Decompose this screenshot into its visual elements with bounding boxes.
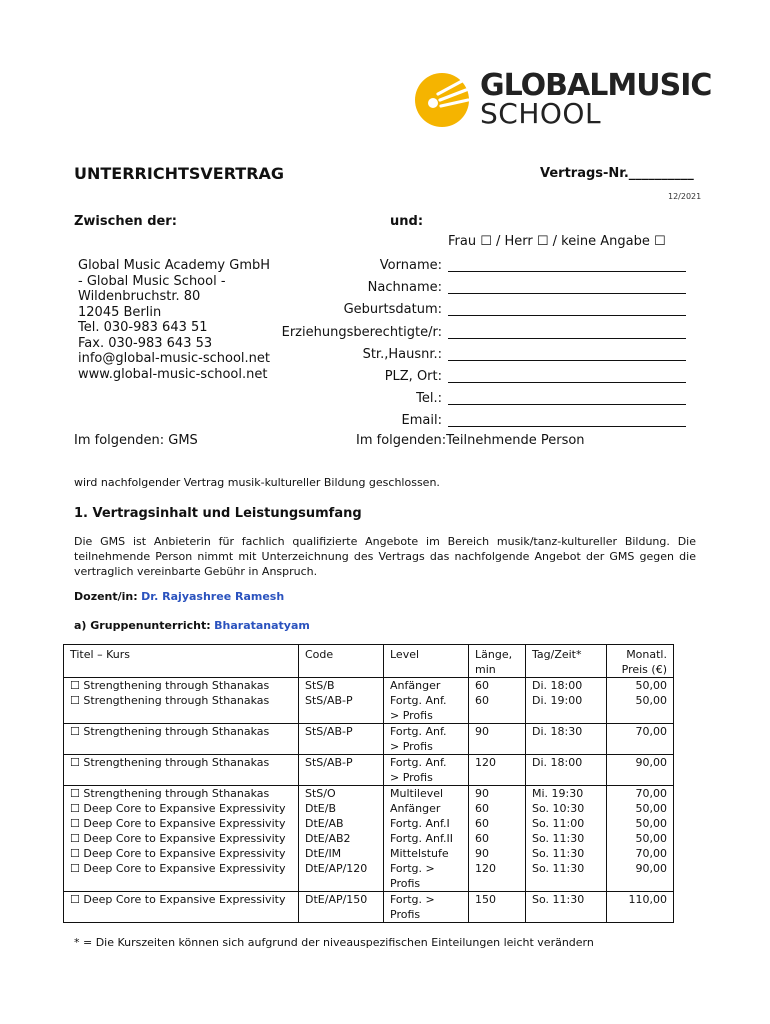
course-length-cell: [469, 755, 526, 786]
cell-line: StS/AB-P: [305, 756, 353, 769]
cell-line: DtE/B: [305, 802, 336, 815]
cell-line: So. 11:30: [532, 893, 585, 906]
table-row: [64, 678, 674, 724]
global-music-school-logo: [414, 68, 712, 132]
field-blank[interactable]: [448, 293, 686, 294]
course-price-cell: [607, 724, 674, 755]
email-field[interactable]: [250, 413, 690, 433]
header-text: Länge,: [475, 648, 513, 661]
course-checkbox-item[interactable]: ☐ Deep Core to Expansive Expressivity: [70, 847, 286, 860]
course-title-cell[interactable]: [64, 755, 299, 786]
cell-line: 50,00: [635, 679, 667, 692]
cell-line: DtE/IM: [305, 847, 342, 860]
course-day-cell: [526, 724, 607, 755]
street-field[interactable]: [250, 347, 690, 367]
course-checkbox-item[interactable]: ☐ Strengthening through Sthanakas: [70, 694, 270, 707]
course-length-cell: [469, 786, 526, 892]
course-checkbox-item[interactable]: ☐ Strengthening through Sthanakas: [70, 787, 270, 800]
col-header-code: Code: [299, 645, 384, 678]
cell-line: > Profis: [390, 709, 433, 722]
course-price-cell: [607, 892, 674, 923]
cell-line: 120: [475, 862, 496, 875]
cell-line: So. 11:30: [532, 832, 585, 845]
course-code-cell: [299, 678, 384, 724]
col-header-day: Tag/Zeit*: [526, 645, 607, 678]
course-level-cell: [384, 724, 469, 755]
cell-line: 90: [475, 787, 489, 800]
form-version: 12/2021: [668, 192, 702, 201]
cell-line: > Profis: [390, 740, 433, 753]
field-blank[interactable]: [448, 271, 686, 272]
first-name-field[interactable]: [250, 258, 690, 278]
guardian-field[interactable]: [250, 325, 690, 345]
cell-line: 90: [475, 847, 489, 860]
cell-line: Multilevel: [390, 787, 444, 800]
course-checkbox-item[interactable]: ☐ Strengthening through Sthanakas: [70, 756, 270, 769]
cell-line: So. 11:30: [532, 847, 585, 860]
cell-line: 60: [475, 694, 489, 707]
field-blank[interactable]: [448, 382, 686, 383]
course-day-cell: [526, 755, 607, 786]
course-level-cell: [384, 892, 469, 923]
cell-line: Di. 19:00: [532, 694, 583, 707]
person-short-name: Im folgenden:Teilnehmende Person: [356, 433, 585, 448]
cell-line: 70,00: [635, 847, 667, 860]
footnote: * = Die Kurszeiten können sich aufgrund der niveauspezifischen Einteilungen leicht verändern: [74, 936, 594, 949]
contract-number-label: Vertrags-Nr.__________: [540, 166, 694, 181]
address-line: www.global-music-school.net: [78, 366, 268, 382]
cell-line: Fortg. Anf.II: [390, 832, 454, 845]
cell-line: 90,00: [635, 756, 667, 769]
cell-line: Anfänger: [390, 802, 441, 815]
cell-line: Fortg. Anf.: [390, 756, 447, 769]
group-line: [74, 619, 310, 632]
field-label: Erziehungsberechtigte/r:: [281, 325, 442, 340]
teacher-name: Dr. Rajyashree Ramesh: [141, 590, 285, 603]
field-label: Email:: [401, 413, 442, 428]
course-day-cell: [526, 892, 607, 923]
between-label: Zwischen der:: [74, 214, 177, 229]
cell-line: 150: [475, 893, 496, 906]
address-line: Global Music Academy GmbH: [78, 258, 271, 273]
course-day-cell: [526, 786, 607, 892]
cell-line: 60: [475, 802, 489, 815]
field-label: Geburtsdatum:: [343, 302, 442, 317]
cell-line: Di. 18:30: [532, 725, 583, 738]
col-header-level: Level: [384, 645, 469, 678]
group-label: a) Gruppenunterricht:: [74, 619, 211, 632]
cell-line: Fortg. >: [390, 862, 435, 875]
cell-line: So. 11:00: [532, 817, 585, 830]
cell-line: > Profis: [390, 771, 433, 784]
course-length-cell: [469, 678, 526, 724]
field-label: Vorname:: [379, 258, 442, 273]
field-label: Tel.:: [416, 391, 442, 406]
cell-line: 120: [475, 756, 496, 769]
gms-address: [78, 258, 270, 382]
cell-line: 70,00: [635, 787, 667, 800]
cell-line: Fortg. >: [390, 893, 435, 906]
cell-line: Di. 18:00: [532, 756, 583, 769]
cell-line: 50,00: [635, 802, 667, 815]
cell-line: DtE/AB: [305, 817, 344, 830]
address-line: Tel. 030-983 643 51: [78, 320, 208, 335]
course-price-cell: [607, 755, 674, 786]
cell-line: Anfänger: [390, 679, 441, 692]
course-table: [63, 644, 674, 923]
course-level-cell: [384, 786, 469, 892]
table-row: [64, 786, 674, 892]
course-title-cell[interactable]: [64, 724, 299, 755]
cell-line: 50,00: [635, 832, 667, 845]
course-checkbox-item[interactable]: ☐ Deep Core to Expansive Expressivity: [70, 862, 286, 875]
logo-mark-icon: [414, 72, 470, 128]
birthdate-field[interactable]: [250, 302, 690, 322]
field-blank[interactable]: [448, 426, 686, 427]
cell-line: Mi. 19:30: [532, 787, 584, 800]
cell-line: Fortg. Anf.: [390, 694, 447, 707]
field-blank[interactable]: [448, 360, 686, 361]
cell-line: StS/AB-P: [305, 725, 353, 738]
field-label: Str.,Hausnr.:: [362, 347, 442, 362]
course-title-cell[interactable]: [64, 678, 299, 724]
cell-line: So. 10:30: [532, 802, 585, 815]
course-code-cell: [299, 892, 384, 923]
address-line: Wildenbruchstr. 80: [78, 289, 201, 304]
cell-line: 70,00: [635, 725, 667, 738]
cell-line: 50,00: [635, 817, 667, 830]
logo-text-line2: SCHOOL: [480, 97, 602, 130]
course-length-cell: [469, 892, 526, 923]
teacher-line: [74, 590, 284, 603]
course-checkbox-item[interactable]: ☐ Strengthening through Sthanakas: [70, 725, 270, 738]
header-text: Preis (€): [621, 663, 667, 676]
cell-line: 110,00: [628, 893, 667, 906]
and-label: und:: [390, 214, 424, 229]
course-checkbox-item[interactable]: ☐ Strengthening through Sthanakas: [70, 679, 270, 692]
cell-line: DtE/AP/150: [305, 893, 368, 906]
address-line: Fax. 030-983 643 53: [78, 335, 213, 351]
cell-line: 60: [475, 832, 489, 845]
cell-line: So. 11:30: [532, 862, 585, 875]
cell-line: 90,00: [635, 862, 667, 875]
course-length-cell: [469, 724, 526, 755]
course-code-cell: [299, 755, 384, 786]
field-blank[interactable]: [448, 338, 686, 339]
cell-line: Mittelstufe: [390, 847, 449, 860]
table-header-row: [64, 645, 674, 678]
course-checkbox-item[interactable]: ☐ Deep Core to Expansive Expressivity: [70, 893, 286, 906]
gms-short-name: Im folgenden: GMS: [74, 433, 198, 448]
cell-line: 60: [475, 679, 489, 692]
course-code-cell: [299, 786, 384, 892]
cell-line: StS/AB-P: [305, 694, 353, 707]
header-text: min: [475, 663, 496, 676]
section-paragraph: Die GMS ist Anbieterin für fachlich qualifizierte Angebote im Bereich musik/tanz-kultureller Bildung. Die teilnehmende Person nimmt mit Unterzeichnung des Vertrags das nachfolgende Angebot der GMS gegen die vertraglich vereinbarte Gebühr in Anspruch.: [74, 535, 696, 578]
course-code-cell: [299, 724, 384, 755]
last-name-field[interactable]: [250, 280, 690, 300]
col-header-length: [469, 645, 526, 678]
postcode-city-field[interactable]: [250, 369, 690, 389]
cell-line: StS/O: [305, 787, 336, 800]
phone-field[interactable]: [250, 391, 690, 411]
document-title: UNTERRICHTSVERTRAG: [74, 164, 285, 183]
cell-line: 50,00: [635, 694, 667, 707]
group-name: Bharatanatyam: [214, 619, 310, 632]
cell-line: 90: [475, 725, 489, 738]
table-row: [64, 892, 674, 923]
cell-line: Profis: [390, 877, 421, 890]
course-checkbox-item[interactable]: ☐ Deep Core to Expansive Expressivity: [70, 832, 286, 845]
field-label: PLZ, Ort:: [384, 369, 442, 384]
address-line: info@global-music-school.net: [78, 351, 270, 366]
course-title-cell[interactable]: [64, 892, 299, 923]
address-line: - Global Music School -: [78, 273, 226, 289]
course-title-cell[interactable]: [64, 786, 299, 892]
section-title: 1. Vertragsinhalt und Leistungsumfang: [74, 506, 362, 521]
col-header-title: Titel – Kurs: [64, 645, 299, 678]
header-text: Monatl.: [626, 648, 667, 661]
teacher-label: Dozent/in:: [74, 590, 138, 603]
course-price-cell: [607, 786, 674, 892]
cell-line: DtE/AP/120: [305, 862, 368, 875]
table-row: [64, 755, 674, 786]
field-blank[interactable]: [448, 315, 686, 316]
course-checkbox-item[interactable]: ☐ Deep Core to Expansive Expressivity: [70, 817, 286, 830]
cell-line: StS/B: [305, 679, 335, 692]
table-row: [64, 724, 674, 755]
cell-line: DtE/AB2: [305, 832, 351, 845]
cell-line: Profis: [390, 908, 421, 921]
field-label: Nachname:: [367, 280, 442, 295]
course-day-cell: [526, 678, 607, 724]
course-price-cell: [607, 678, 674, 724]
course-checkbox-item[interactable]: ☐ Deep Core to Expansive Expressivity: [70, 802, 286, 815]
cell-line: Di. 18:00: [532, 679, 583, 692]
gender-checkboxes[interactable]: Frau ☐ / Herr ☐ / keine Angabe ☐: [448, 234, 666, 249]
cell-line: Fortg. Anf.: [390, 725, 447, 738]
field-blank[interactable]: [448, 404, 686, 405]
course-level-cell: [384, 755, 469, 786]
cell-line: Fortg. Anf.I: [390, 817, 450, 830]
col-header-price: [607, 645, 674, 678]
intro-sentence: wird nachfolgender Vertrag musik-kultureller Bildung geschlossen.: [74, 476, 440, 489]
address-line: 12045 Berlin: [78, 304, 162, 320]
course-level-cell: [384, 678, 469, 724]
cell-line: 60: [475, 817, 489, 830]
logo-text-line1: GLOBALMUSIC: [480, 68, 712, 103]
